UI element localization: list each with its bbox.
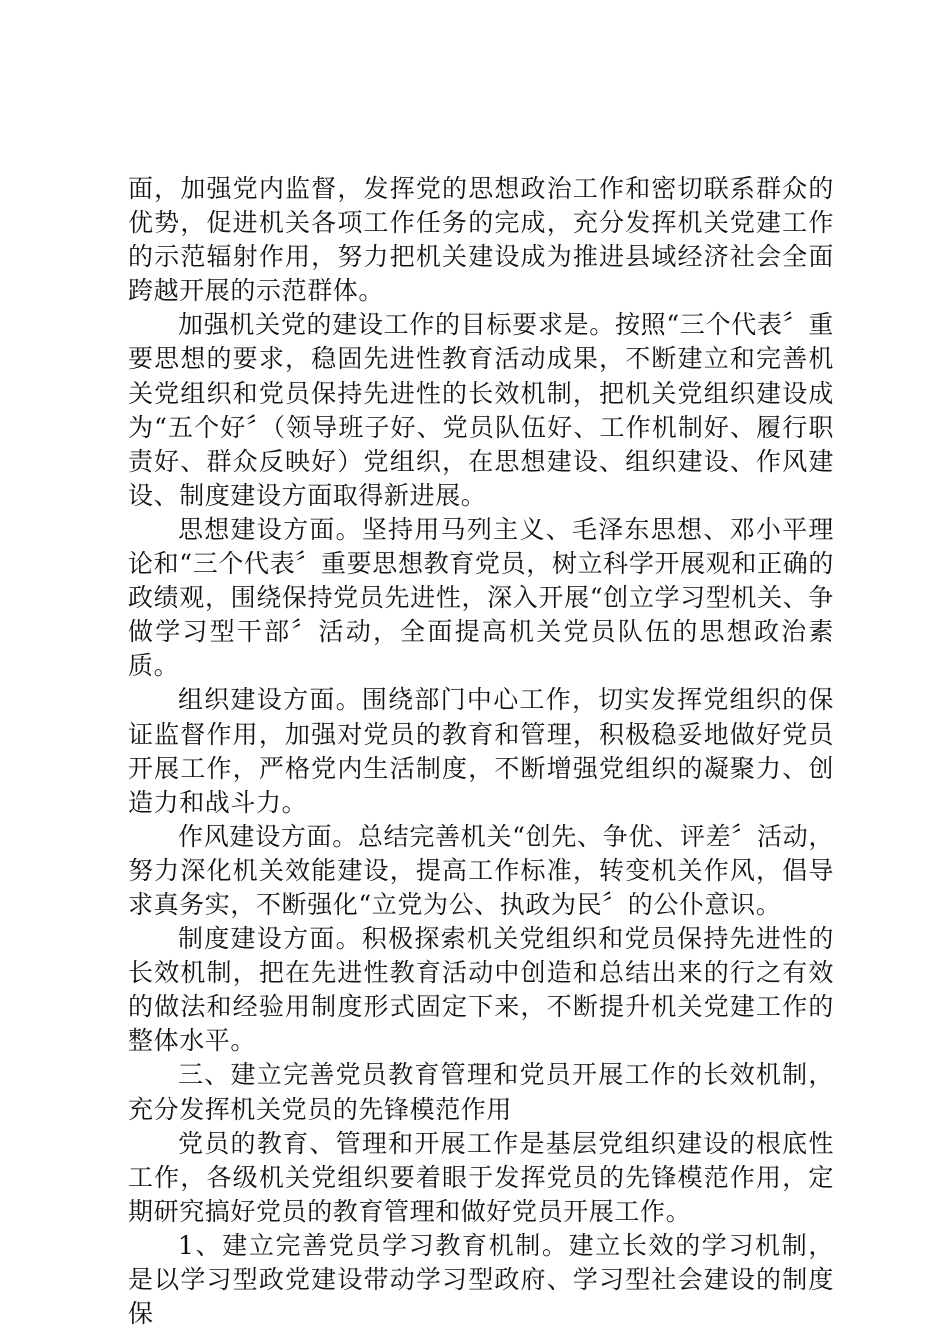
- paragraph-goal-requirements: 加强机关党的建设工作的目标要求是。按照“三个代表〞重要思想的要求，稳固先进性教育活动成果，不断建立和完善机关党组织和党员保持先进性的长效机制，把机关党组织建设成为“五个好〞（领导班子好、党员队伍好、工作机制好、履行职责好、群众反映好）党组织，在思想建设、组织建设、作风建设、制度建设方面取得新进展。: [128, 310, 834, 510]
- paragraph-ideological-building: 思想建设方面。坚持用马列主义、毛泽东思想、邓小平理论和“三个代表〞重要思想教育党员，树立科学开展观和正确的政绩观，围绕保持党员先进性，深入开展“创立学习型机关、争做学习型干部〞活动，全面提高机关党员队伍的思想政治素质。: [128, 514, 834, 681]
- paragraph-organizational-building: 组织建设方面。围绕部门中心工作，切实发挥党组织的保证监督作用，加强对党员的教育和管理，积极稳妥地做好党员开展工作，严格党内生活制度，不断增强党组织的凝聚力、创造力和战斗力。: [128, 685, 834, 817]
- section-heading-three: 三、建立完善党员教育管理和党员开展工作的长效机制，充分发挥机关党员的先锋模范作用: [128, 1060, 834, 1124]
- paragraph-member-education: 党员的教育、管理和开展工作是基层党组织建设的根底性工作，各级机关党组织要着眼于发挥党员的先锋模范作用，定期研究搞好党员的教育管理和做好党员开展工作。: [128, 1128, 834, 1226]
- paragraph-continuation: 面，加强党内监督，发挥党的思想政治工作和密切联系群众的优势，促进机关各项工作任务的完成，充分发挥机关党建工作的示范辐射作用，努力把机关建设成为推进县域经济社会全面跨越开展的示范群体。: [128, 174, 834, 306]
- paragraph-style-building: 作风建设方面。总结完善机关“创先、争优、评差〞活动，努力深化机关效能建设，提高工作标准，转变机关作风，倡导求真务实，不断强化“立党为公、执政为民〞的公仆意识。: [128, 821, 834, 919]
- body-text: [128, 172, 834, 1331]
- paragraph-learning-mechanism: 1、建立完善党员学习教育机制。建立长效的学习机制，是以学习型政党建设带动学习型政府、学习型社会建设的制度保: [128, 1230, 834, 1329]
- paragraph-system-building: 制度建设方面。积极探索机关党组织和党员保持先进性的长效机制，把在先进性教育活动中创造和总结出来的行之有效的做法和经验用制度形式固定下来，不断提升机关党建工作的整体水平。: [128, 924, 834, 1056]
